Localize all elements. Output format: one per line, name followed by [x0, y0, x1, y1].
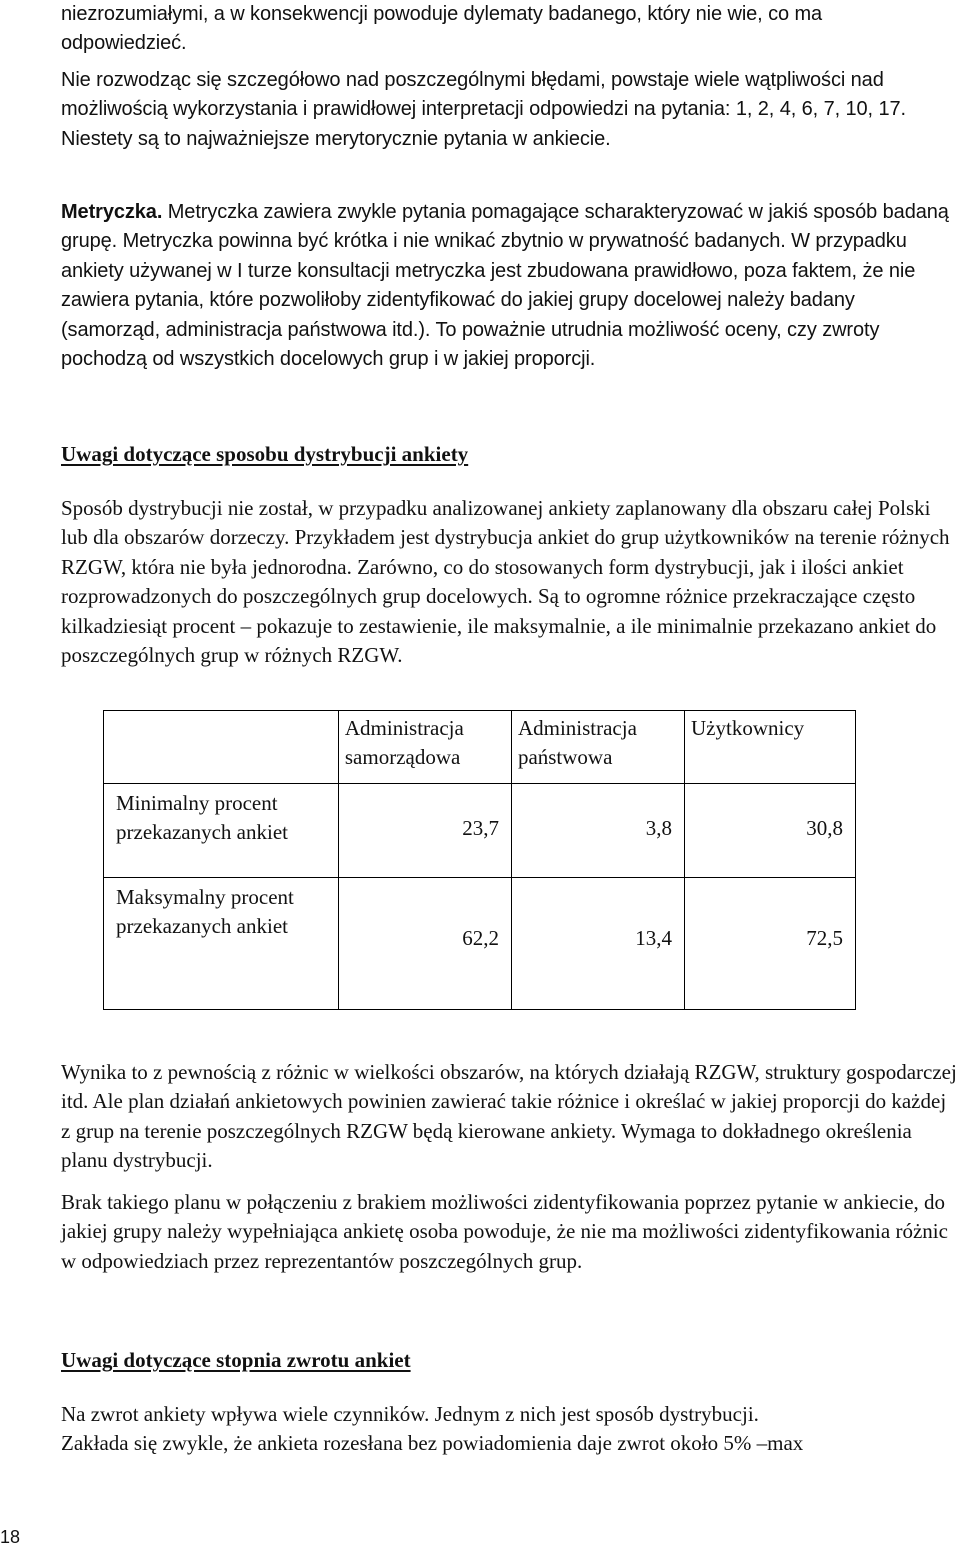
distribution-table — [103, 710, 856, 1010]
return-paragraph — [61, 1400, 959, 1459]
metryczka-paragraph — [61, 198, 959, 374]
return-line-1: Na zwrot ankiety wpływa wiele czynników. Jednym z nich jest sposób dystrybucji. — [61, 1402, 759, 1426]
metryczka-term: Metryczka. — [61, 201, 163, 223]
intro-line-1: niezrozumiałymi, a w konsekwencji powoduje dylematy badanego, który nie wie, co ma — [61, 3, 823, 25]
table-cell: 30,8 — [685, 784, 856, 878]
table-column-header: Administracja samorządowa — [338, 711, 511, 784]
table-row — [104, 878, 856, 1010]
table-cell: 62,2 — [338, 878, 511, 1010]
errors-paragraph: Nie rozwodząc się szczegółowo nad poszczególnymi błędami, powstaje wiele wątpliwości nad możliwością wykorzystania i prawidłowej interpretacji odpowiedzi na pytania: 1, 2, 4, 6, 7, 10, 17. Niestety są to najważniejsze merytorycznie pytania w ankiecie. — [61, 69, 906, 150]
distribution-paragraph: Sposób dystrybucji nie został, w przypadku analizowanej ankiety zaplanowany dla obszaru całej Polski lub dla obszarów dorzeczy. Przykładem jest dystrybucja ankiet do grup użytkowników na terenie różnych RZGW, która nie była jednorodna. Zarówno, co do stosowanych form dystrybucji, jak i ilości ankiet rozprowadzonych do poszczególnych grup docelowych. Są to ogromne różnice przekraczające często kilkadziesiąt procent – pokazuje to zestawienie, ile maksymalnie, a ile minimalnie przekazano ankiet do poszczególnych grup w różnych RZGW. — [61, 496, 950, 668]
table-cell: 3,8 — [511, 784, 684, 878]
table-header-row — [104, 711, 856, 784]
table-column-header: Użytkownicy — [685, 711, 856, 784]
table-corner-cell — [104, 711, 339, 784]
table-cell: 72,5 — [685, 878, 856, 1010]
metryczka-text: Metryczka zawiera zwykle pytania pomagające scharakteryzować w jakiś sposób badaną grupę. Metryczka powinna być krótka i nie wnikać zbytnio w prywatność badanych. W przypadku ankiety używanej w I turze konsultacji metryczka jest zbudowana prawidłowo, poza faktem, że nie zawiera pytania, które pozwoliłoby zidentyfikować do jakiej grupy docelowej należy badany (samorząd, administracja państwowa itd.). To poważnie utrudnia możliwość oceny, czy zwroty pochodzą od wszystkich docelowych grup i w jakiej proporcji. — [61, 201, 949, 371]
table-cell: 13,4 — [511, 878, 684, 1010]
intro-line-2: odpowiedzieć. — [61, 32, 187, 55]
distribution-heading: Uwagi dotyczące sposobu dystrybucji ankiety — [61, 442, 469, 466]
table-column-header: Administracja państwowa — [511, 711, 684, 784]
table-row-label: Minimalny procent przekazanych ankiet — [104, 784, 339, 878]
intro-paragraph — [61, 0, 959, 59]
result-paragraph: Wynika to z pewnością z różnic w wielkości obszarów, na których działają RZGW, struktury gospodarczej itd. Ale plan działań ankietowych powinien zawierać takie różnice i określać w jakiej proporcji do każdej z grup na terenie poszczególnych RZGW będą kierowane ankiety. Wymaga to dokładnego określenia planu dystrybucji. — [61, 1060, 957, 1173]
return-line-2: Zakłada się zwykle, że ankieta rozesłana bez powiadomienia daje zwrot około 5% –max — [61, 1431, 804, 1456]
table-row — [104, 784, 856, 878]
table-row-label: Maksymalny procent przekazanych ankiet — [104, 878, 339, 1010]
plan-paragraph: Brak takiego planu w połączeniu z brakiem możliwości zidentyfikowania poprzez pytanie w ankiecie, do jakiej grupy należy wypełniająca ankietę osoba powoduje, że nie ma możliwości zidentyfikowania różnic w odpowiedziach przez reprezentantów poszczególnych grup. — [61, 1190, 948, 1273]
table-cell: 23,7 — [338, 784, 511, 878]
page-number: 18 — [0, 1527, 21, 1547]
return-heading: Uwagi dotyczące stopnia zwrotu ankiet — [61, 1348, 411, 1372]
